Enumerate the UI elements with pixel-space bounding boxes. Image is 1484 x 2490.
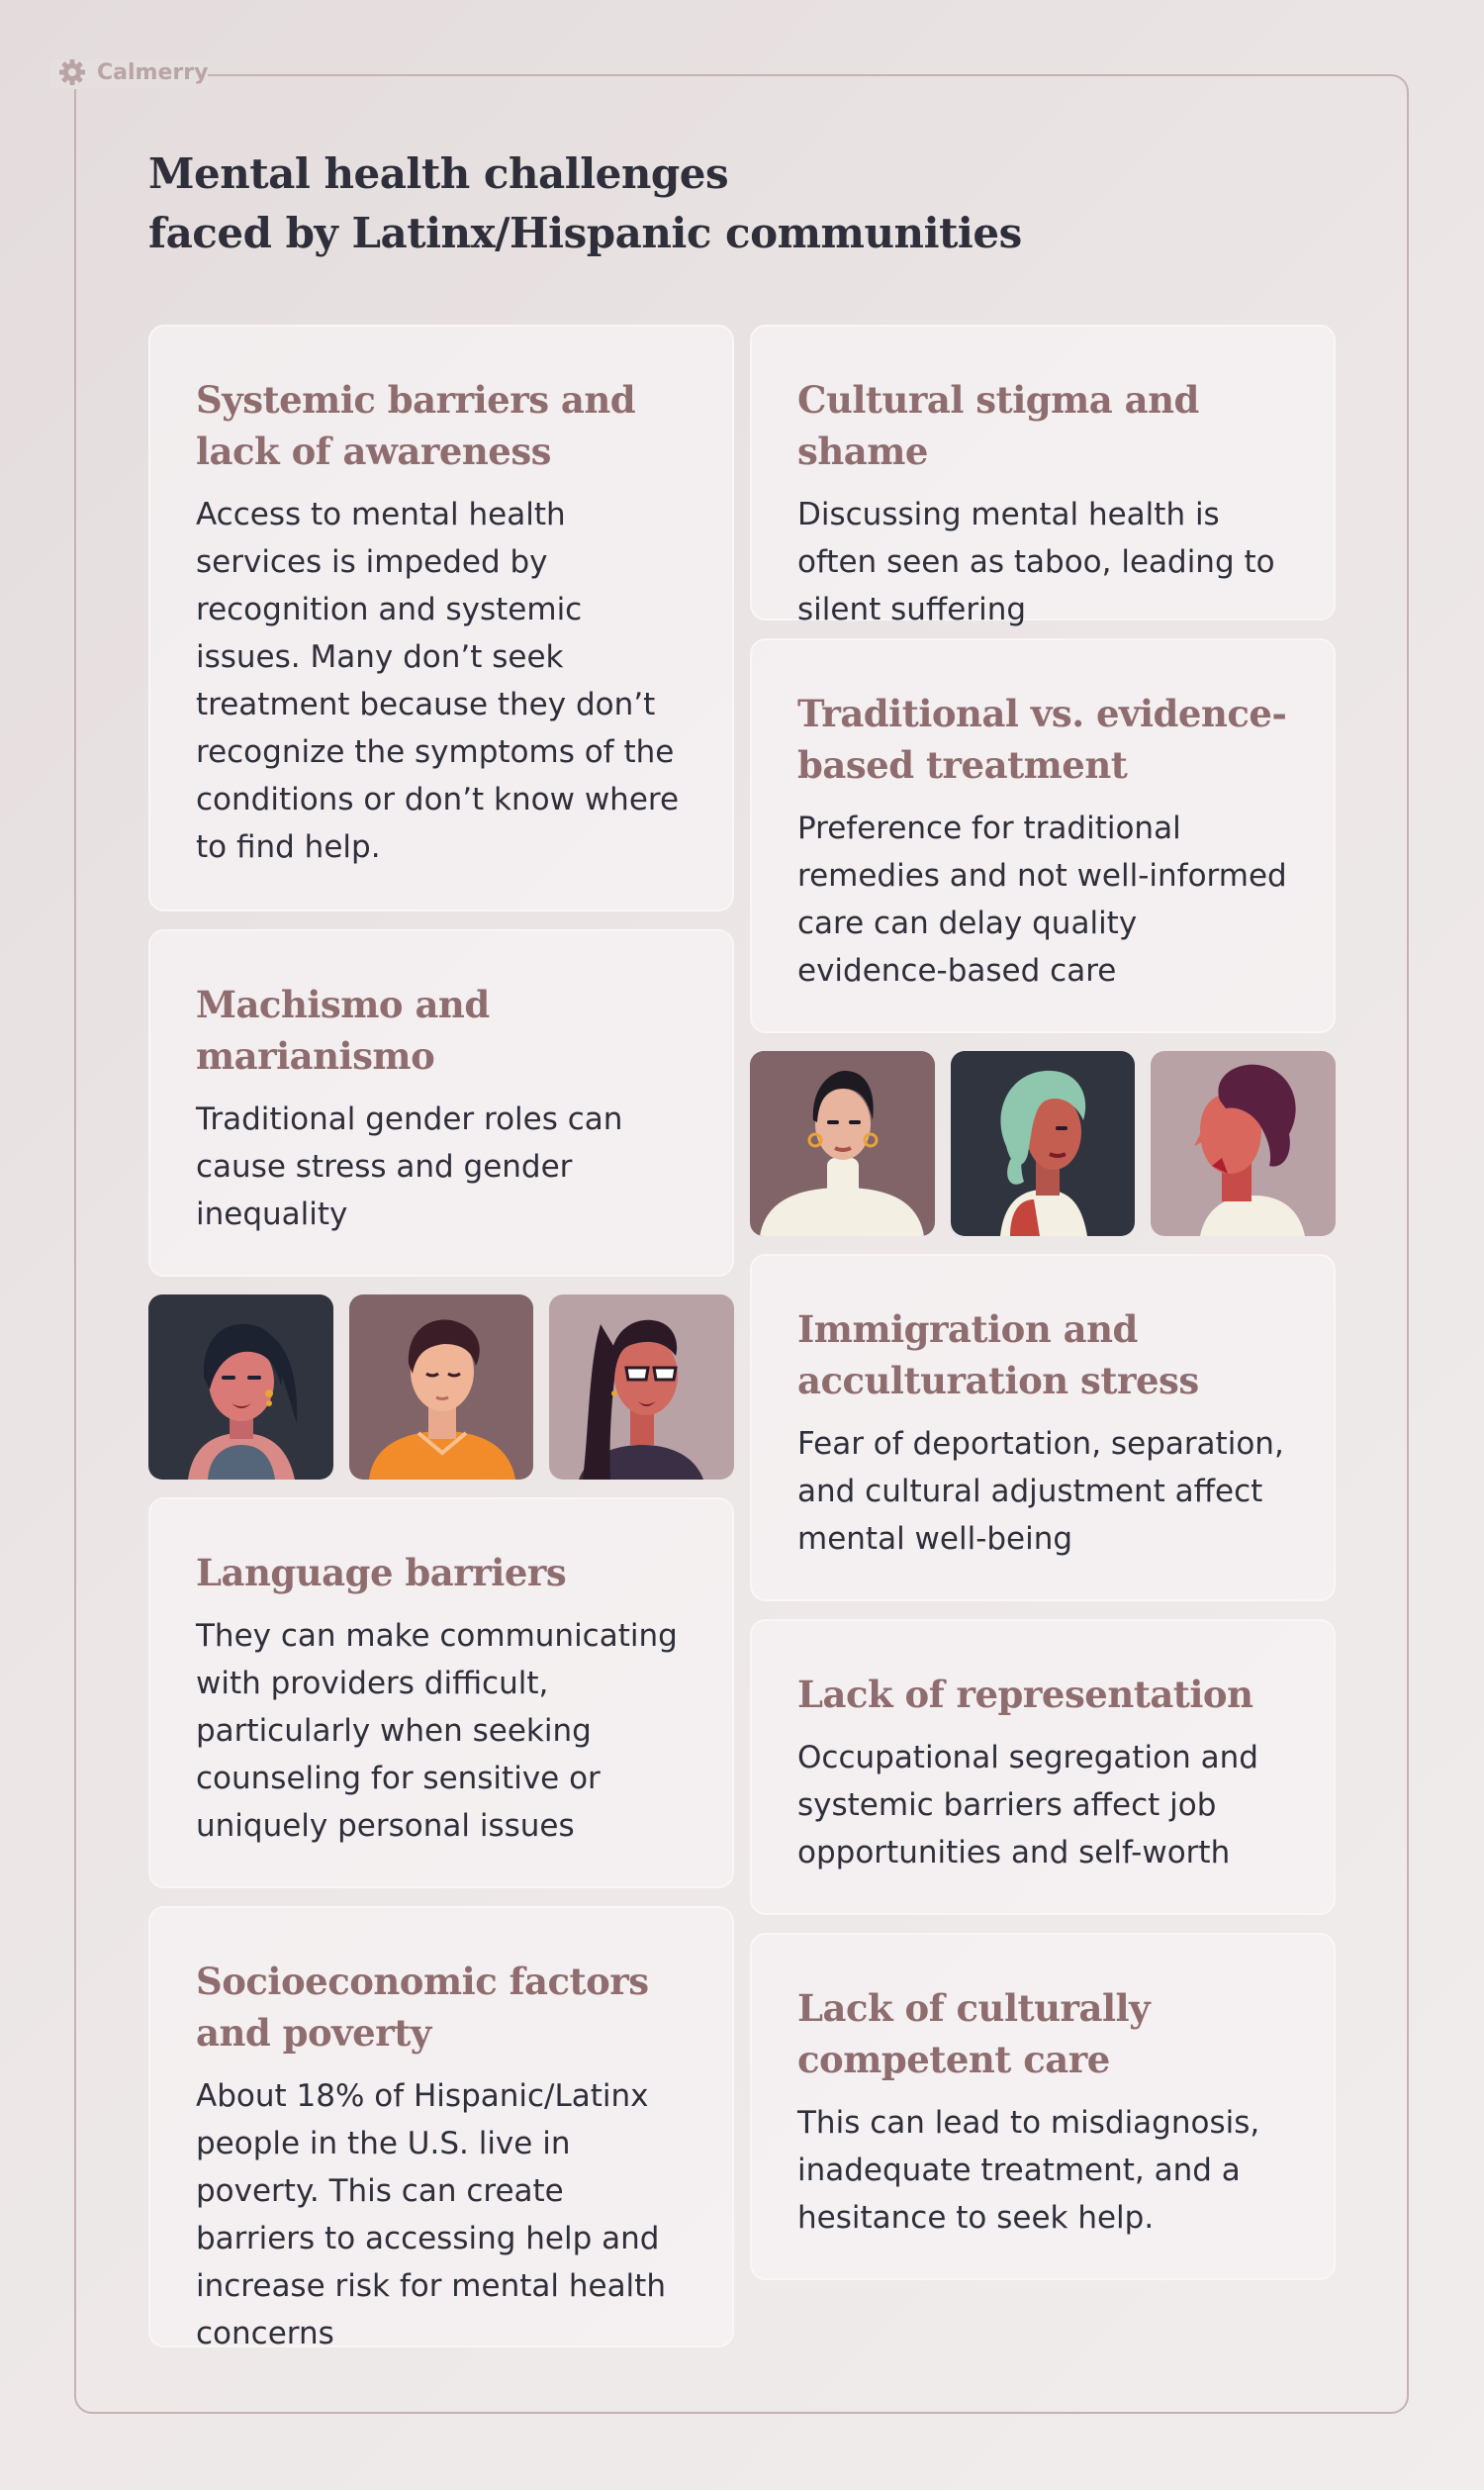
card-heading: Cultural stigma and shame: [797, 378, 1199, 473]
illustration-row-left: [148, 1294, 734, 1480]
card-heading: Machismo and marianismo: [196, 983, 490, 1078]
card-socioeconomic-factors: [148, 1906, 734, 2351]
left-column: [148, 325, 734, 2365]
card-machismo-marianismo: [148, 929, 734, 1277]
page-title: [148, 144, 1022, 263]
card-culturally-competent-care: [750, 1933, 1336, 2280]
woman-green-hair-illustration: [951, 1051, 1136, 1236]
woman-dark-bangs-illustration: [148, 1294, 333, 1480]
woman-turtleneck-illustration: [750, 1051, 935, 1236]
card-body: Access to mental health services is impeded by recognition and systemic issues. Many don’t seek treatment because they don’t recognize the symptoms of the conditions or don’t know where to find help.: [196, 497, 680, 865]
card-body: Traditional gender roles can cause stress and gender inequality: [196, 1101, 623, 1232]
card-language-barriers: [148, 1497, 734, 1888]
card-body: They can make communicating with providers difficult, particularly when seeking counseling for sensitive or uniquely personal issues: [196, 1618, 678, 1844]
page-title-line-2: faced by Latinx/Hispanic communities: [148, 209, 1022, 257]
card-heading: Traditional vs. evidence-based treatment: [797, 692, 1287, 787]
page-title-line-1: Mental health challenges: [148, 149, 729, 198]
card-systemic-barriers: [148, 325, 734, 911]
card-immigration-stress: [750, 1254, 1336, 1601]
card-body: Discussing mental health is often seen as taboo, leading to silent suffering: [797, 497, 1275, 627]
card-heading: Socioeconomic factors and poverty: [196, 1960, 649, 2055]
illustration-row-right: [750, 1051, 1336, 1236]
card-body: This can lead to misdiagnosis, inadequate treatment, and a hesitance to seek help.: [797, 2105, 1260, 2236]
card-heading: Lack of representation: [797, 1673, 1253, 1716]
brand-logo: [57, 57, 208, 87]
right-column: [750, 325, 1336, 2298]
card-body: About 18% of Hispanic/Latinx people in the U.S. live in poverty. This can create barriers to accessing help and increase risk for mental health concerns: [196, 2078, 666, 2351]
card-body: Fear of deportation, separation, and cultural adjustment affect mental well-being: [797, 1426, 1284, 1557]
card-body: Occupational segregation and systemic barriers affect job opportunities and self-worth: [797, 1740, 1258, 1870]
card-heading: Systemic barriers and lack of awareness: [196, 378, 636, 473]
card-lack-of-representation: [750, 1619, 1336, 1915]
card-heading: Language barriers: [196, 1551, 567, 1594]
brand-name: Calmerry: [97, 59, 209, 85]
man-orange-shirt-illustration: [349, 1294, 534, 1480]
card-heading: Lack of culturally competent care: [797, 1986, 1151, 2081]
card-heading: Immigration and acculturation stress: [797, 1307, 1199, 1402]
gear-logo-icon: [57, 57, 87, 87]
card-cultural-stigma: [750, 325, 1336, 627]
man-curly-hair-profile-illustration: [1151, 1051, 1336, 1236]
card-traditional-vs-evidence: [750, 638, 1336, 1033]
card-body: Preference for traditional remedies and not well-informed care can delay quality evidence-based care: [797, 811, 1287, 989]
woman-sunglasses-illustration: [549, 1294, 734, 1480]
